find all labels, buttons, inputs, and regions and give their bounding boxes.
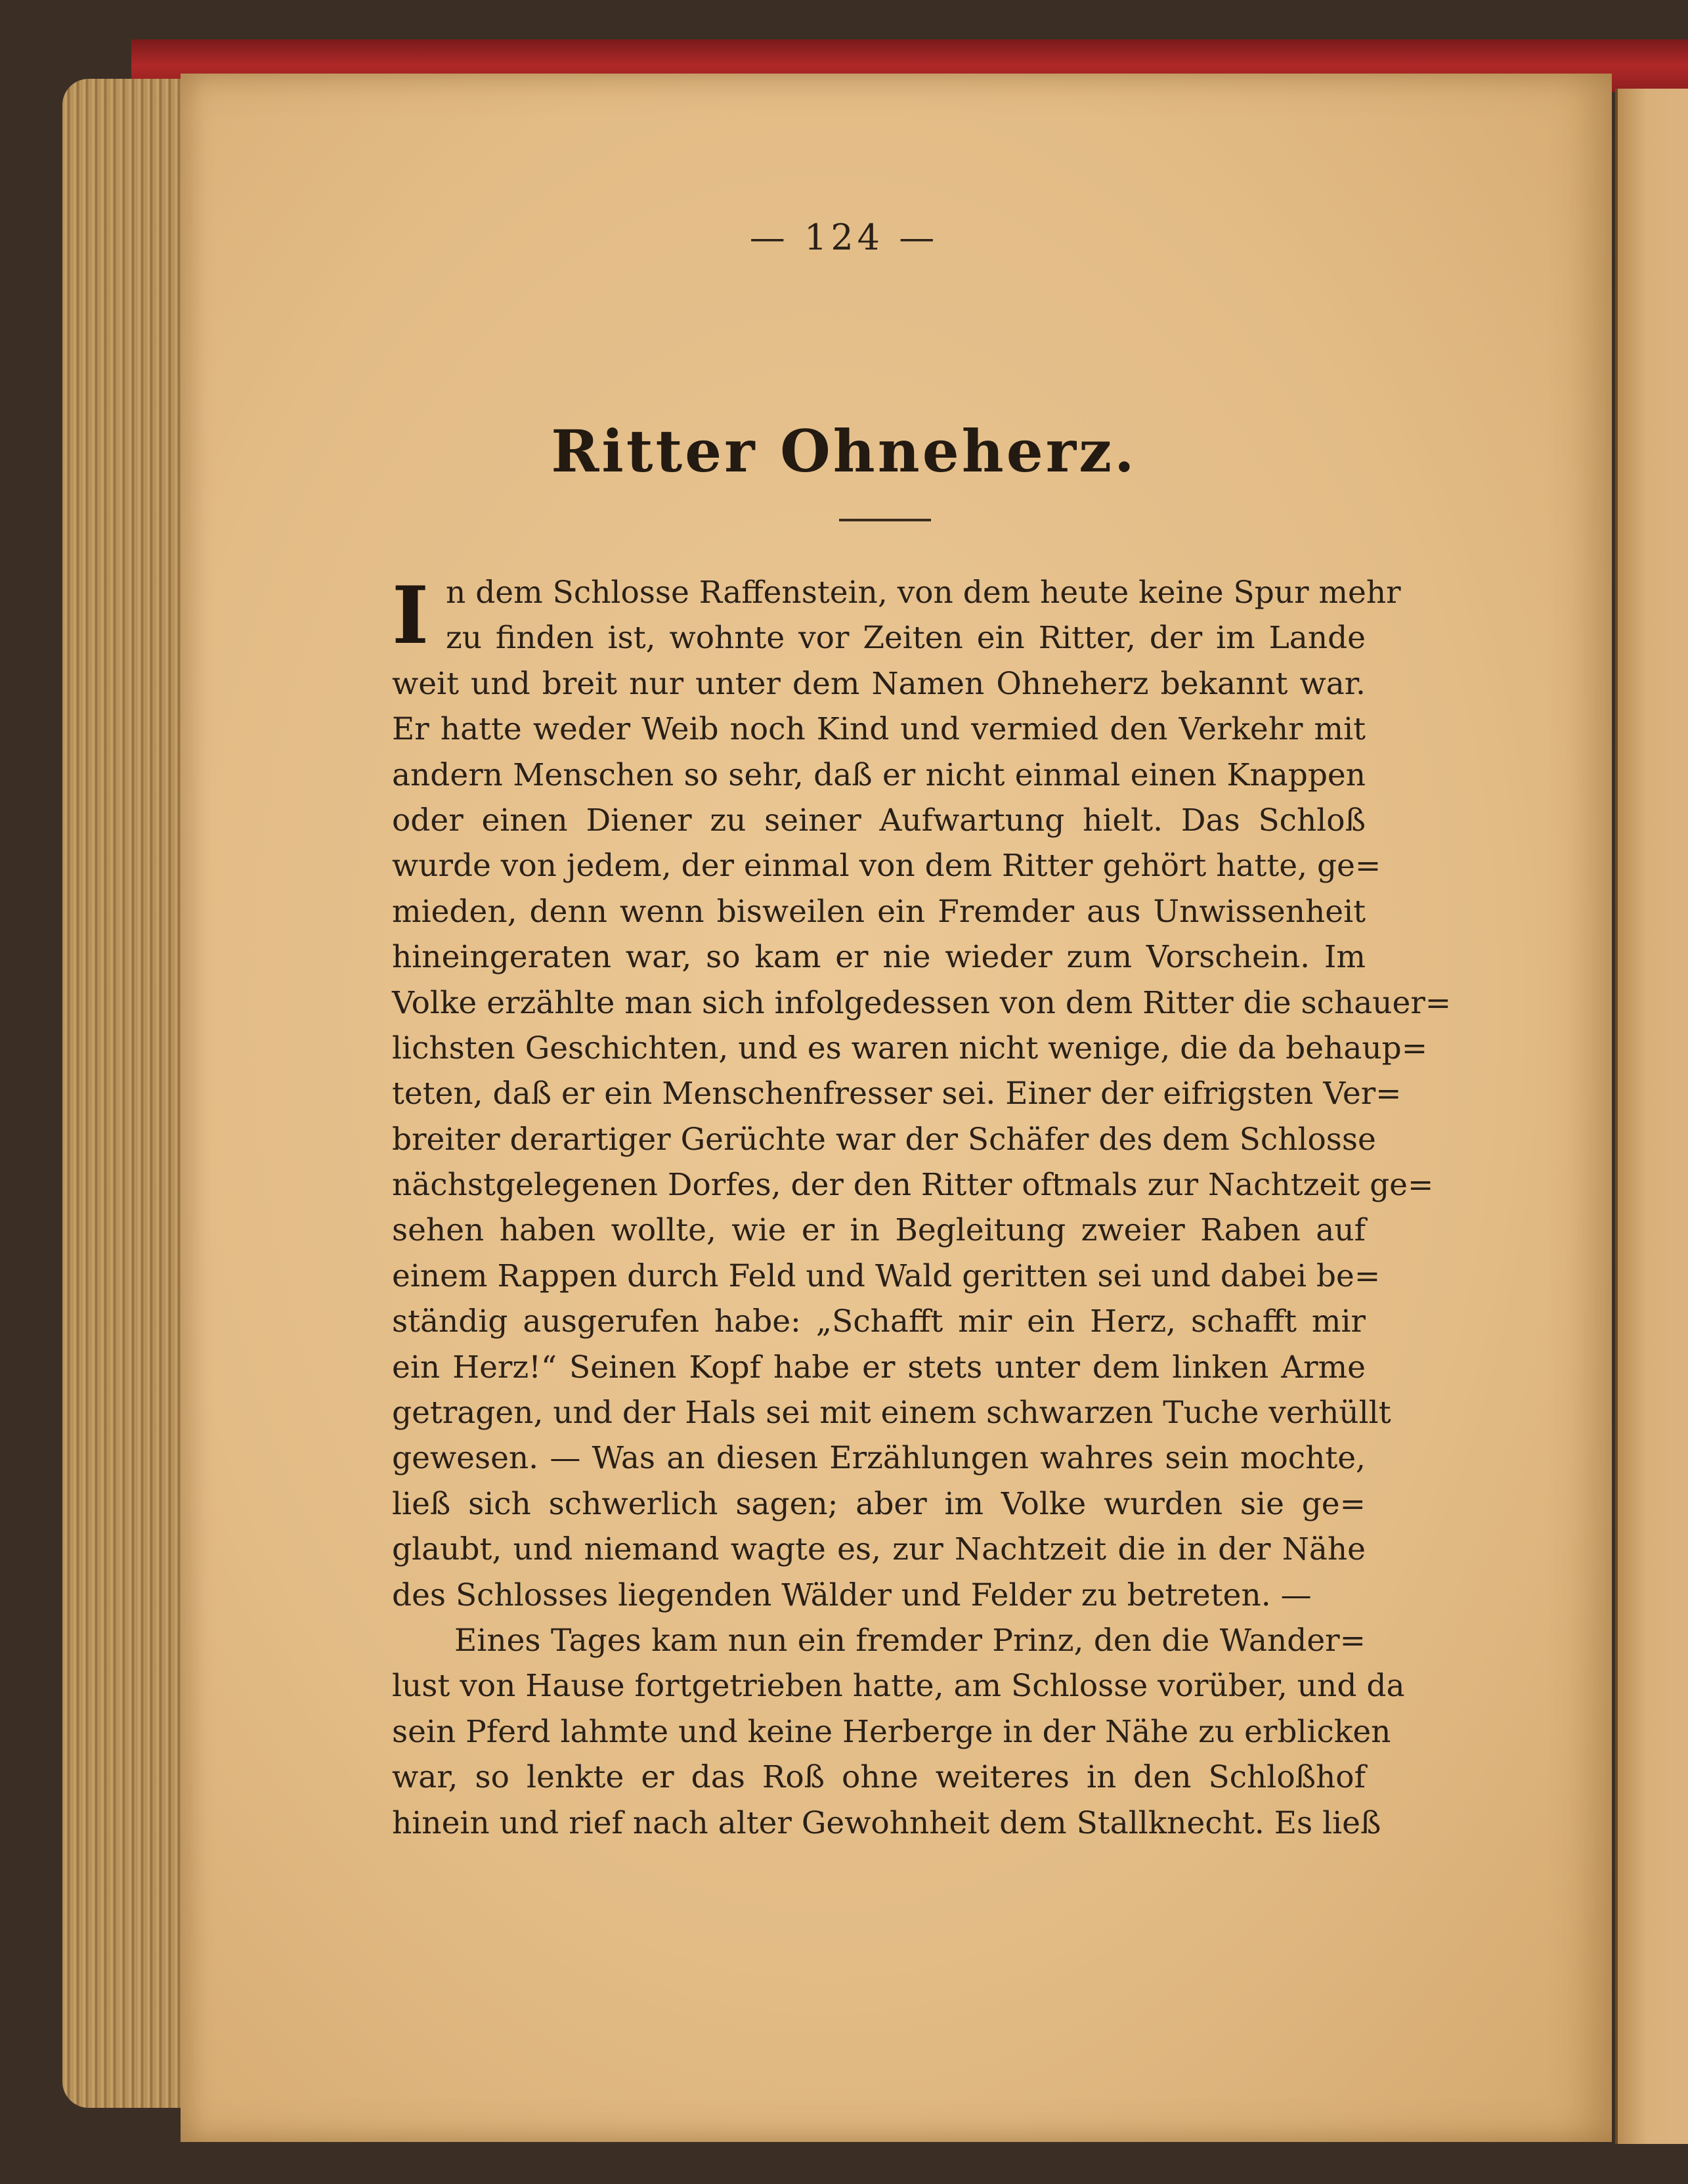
title-rule — [839, 519, 931, 521]
drop-cap-initial: I — [392, 569, 429, 662]
text-line: ließ sich schwerlich sagen; aber im Volke wurden sie ge= — [392, 1485, 1366, 1522]
chapter-title: Ritter Ohneherz. — [551, 417, 1137, 485]
text-line: sein Pferd lahmte und keine Herberge in der Nähe zu erblicken — [392, 1713, 1391, 1750]
page-edges — [62, 79, 194, 2108]
text-line: breiter derartiger Gerüchte war der Schäfer des dem Schlosse — [392, 1121, 1376, 1158]
text-line: einem Rappen durch Feld und Wald geritten sei und dabei be= — [392, 1257, 1381, 1294]
text-line: sehen haben wollte, wie er in Begleitung zweier Raben auf — [392, 1212, 1366, 1249]
text-line: hinein und rief nach alter Gewohnheit dem Stallknecht. Es ließ — [392, 1804, 1381, 1841]
text-line: ständig ausgerufen habe: „Schafft mir ein Herz, schafft mir — [392, 1303, 1366, 1340]
text-line: getragen, und der Hals sei mit einem schwarzen Tuche verhüllt — [392, 1395, 1391, 1431]
text-line: des Schlosses liegenden Wälder und Felder zu betreten. — — [392, 1577, 1312, 1613]
facing-page-edge — [1615, 89, 1688, 2144]
text-line: Volke erzählte man sich infolgedessen von dem Ritter die schauer= — [392, 984, 1452, 1021]
text-line: war, so lenkte er das Roß ohne weiteres in den Schloßhof — [392, 1759, 1366, 1796]
text-line: n dem Schlosse Raffenstein, von dem heute keine Spur mehr — [446, 575, 1401, 611]
text-line: oder einen Diener zu seiner Aufwartung hielt. Das Schloß — [392, 802, 1366, 839]
text-line: lichsten Geschichten, und es waren nicht wenige, die da behaup= — [392, 1030, 1428, 1066]
text-line: ein Herz!“ Seinen Kopf habe er stets unter dem linken Arme — [392, 1349, 1366, 1386]
body-text — [392, 569, 1452, 1846]
text-line: gewesen. — Was an diesen Erzählungen wahres sein mochte, — [392, 1440, 1366, 1477]
text-line: mieden, denn wenn bisweilen ein Fremder aus Unwissenheit — [392, 893, 1366, 930]
text-line: Eines Tages kam nun ein fremder Prinz, den die Wander= — [454, 1622, 1366, 1659]
text-line: andern Menschen so sehr, daß er nicht einmal einen Knappen — [392, 756, 1366, 793]
text-line: Er hatte weder Weib noch Kind und vermied den Verkehr mit — [392, 711, 1366, 748]
text-line: lust von Hause fortgetrieben hatte, am Schlosse vorüber, und da — [392, 1668, 1405, 1705]
text-line: teten, daß er ein Menschenfresser sei. Einer der eifrigsten Ver= — [392, 1076, 1402, 1112]
text-line: hineingeraten war, so kam er nie wieder zum Vorschein. Im — [392, 939, 1366, 976]
text-line: glaubt, und niemand wagte es, zur Nachtzeit die in der Nähe — [392, 1531, 1366, 1568]
page-number: — 124 — — [749, 217, 939, 258]
text-line: weit und breit nur unter dem Namen Ohneherz bekannt war. — [392, 665, 1366, 702]
text-line: zu finden ist, wohnte vor Zeiten ein Ritter, der im Lande — [446, 620, 1366, 657]
text-line: wurde von jedem, der einmal von dem Ritter gehört hatte, ge= — [392, 848, 1381, 885]
text-line: nächstgelegenen Dorfes, der den Ritter oftmals zur Nachtzeit ge= — [392, 1167, 1434, 1204]
